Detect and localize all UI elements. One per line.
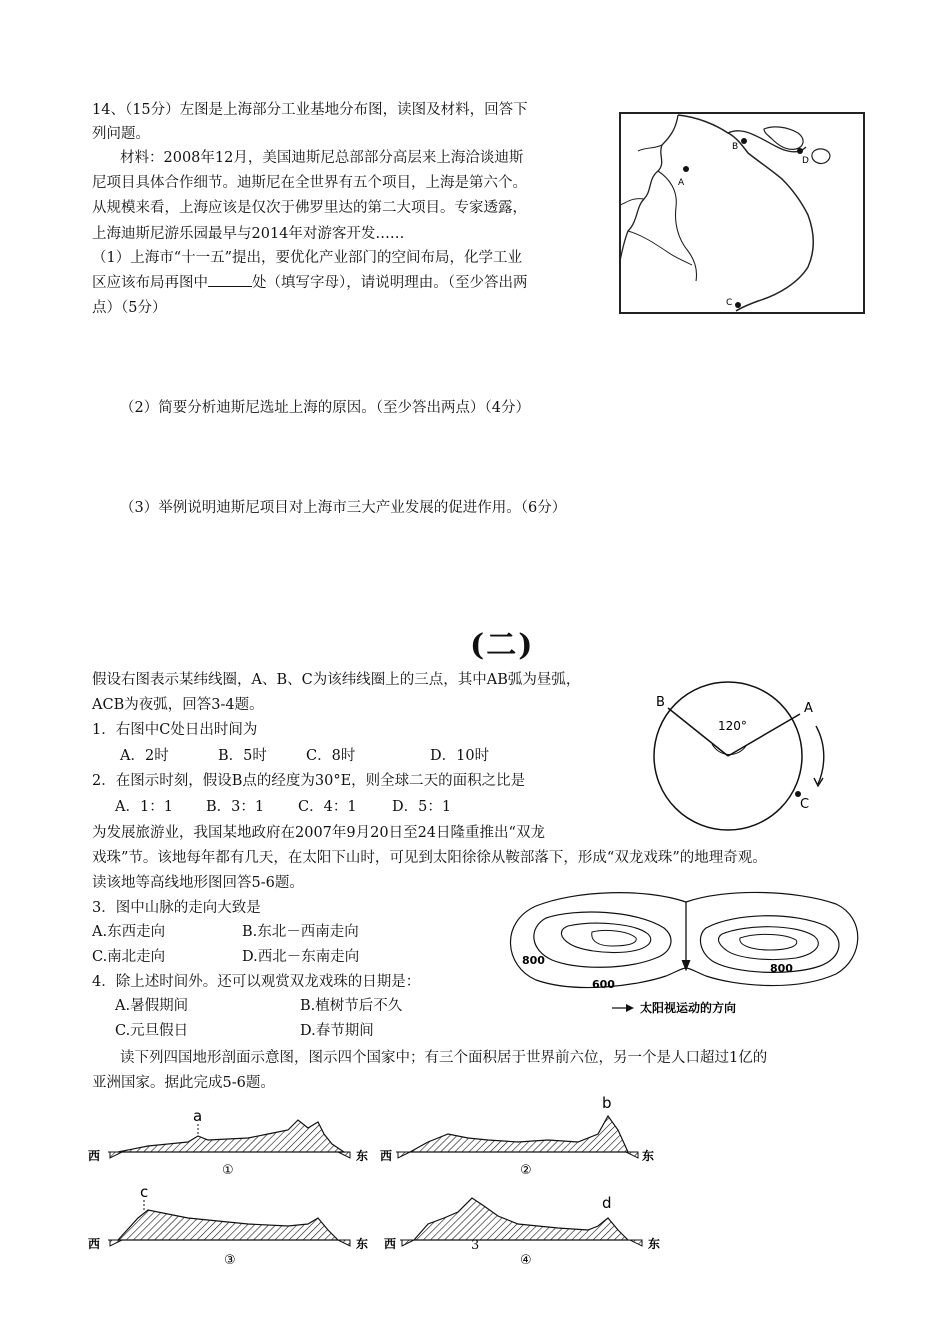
circle-label-b: B: [656, 695, 665, 710]
circle-label-a: A: [804, 701, 813, 716]
profile-3-label-c: c: [140, 1183, 149, 1201]
profile-1-west: 西: [88, 1149, 101, 1163]
page-number: 3: [471, 1238, 480, 1253]
map-label-d: D: [802, 156, 809, 166]
legend-arrow-head: [626, 1004, 634, 1012]
answer-blank[interactable]: [208, 272, 252, 287]
q3-option-b: B.东北－西南走向: [242, 924, 359, 940]
q14-line-6: 上海迪斯尼游乐园最早与2014年对游客开发……: [92, 226, 405, 242]
map-point-d: [797, 148, 803, 154]
profile-4-east: 东: [648, 1237, 661, 1251]
map-river-west: [620, 115, 678, 261]
q14-line-5: 从规模来看，上海应该是仅次于佛罗里达的第二大项目。专家透露，: [92, 200, 527, 216]
q2-option-c: C．4：1: [298, 799, 357, 815]
q14-part1-line-2: [92, 271, 528, 295]
q4-option-b: B.植树节后不久: [300, 998, 403, 1014]
q2-option-a: A．1：1: [115, 799, 173, 815]
contour-label-600: 600: [592, 978, 615, 991]
profile-4-shape: [414, 1198, 628, 1240]
angle-label: 120°: [718, 719, 747, 733]
q4-option-a: A.暑假期间: [115, 998, 189, 1014]
map-river-branch: [638, 145, 662, 151]
map-point-c: [735, 302, 741, 308]
q14-line-1: 14、（15分）左图是上海部分工业基地分布图，读图及材料，回答下: [92, 102, 528, 118]
latitude-circle-diagram: [650, 672, 830, 842]
intro-line-1: 假设右图表示某纬线圈，A、B、C为该纬线圈上的三点，其中AB弧为昼弧，: [92, 672, 581, 688]
profile-3-east: 东: [356, 1237, 369, 1251]
map-river-south: [628, 231, 692, 265]
shanghai-industry-map: [618, 111, 868, 321]
contour-inner-west-1: [561, 923, 650, 952]
map-label-b: B: [732, 142, 739, 152]
q14-part1-line-3: 点）（5分）: [92, 300, 167, 316]
legend-label: 太阳视运动的方向: [640, 1001, 737, 1015]
contour-label-800-east: 800: [770, 962, 793, 975]
q2-option-b: B．3：1: [206, 799, 265, 815]
q14-part3: （3）举例说明迪斯尼项目对上海市三大产业发展的促进作用。（6分）: [120, 500, 567, 516]
contour-label-800-west: 800: [522, 954, 545, 967]
q14-part1-post: 处（填写字母），请说明理由。（至少答出两: [252, 275, 528, 291]
q4-option-d: D.春节期间: [300, 1023, 374, 1039]
contour-inner-west-2: [592, 930, 636, 946]
profiles-intro-1: 读下列四国地形剖面示意图，图示四个国家中；有三个面积居于世界前六位，另一个是人口超过1亿的: [120, 1050, 768, 1066]
question-1: 1．右图中C处日出时间为: [92, 722, 258, 738]
q14-line-4: 尼项目具体合作细节。迪斯尼在全世界有五个项目，上海是第六个。: [92, 175, 527, 191]
profile-1-number: ①: [222, 1163, 234, 1178]
contour-inner-east-1: [719, 927, 819, 960]
profile-1: [88, 1107, 368, 1178]
profiles-intro-2: 亚洲国家。据此完成5-6题。: [92, 1075, 275, 1091]
q4-option-c: C.元旦假日: [115, 1023, 189, 1039]
terrain-profiles: [88, 1094, 668, 1274]
q14-part1-line-1: （1）上海市“十一五”提出，要优化产业部门的空间布局，化学工业: [92, 250, 523, 266]
rotation-arrow: [816, 726, 824, 784]
profile-2-shape: [410, 1116, 628, 1152]
tour-line-1: 为发展旅游业，我国某地政府在2007年9月20日至24日隆重推出“双龙: [92, 825, 545, 841]
profile-2: [380, 1094, 654, 1178]
profile-2-west: 西: [380, 1149, 393, 1163]
q2-option-d: D．5：1: [392, 799, 452, 815]
q14-part1-pre: 区应该布局再图中: [92, 275, 208, 291]
tour-line-3: 读该地等高线地形图回答5-6题。: [92, 875, 304, 891]
profile-4-number: ④: [520, 1253, 532, 1268]
profile-1-label-a: a: [193, 1107, 203, 1125]
contour-inner-east-2: [740, 934, 797, 950]
profile-3-shape: [118, 1210, 338, 1240]
map-island-large: [764, 127, 803, 149]
q14-line-3: 材料：2008年12月，美国迪斯尼总部部分高层来上海洽谈迪斯: [120, 150, 524, 166]
question-4: 4．除上述时间外。还可以观赏双龙戏珠的日期是：: [92, 974, 421, 990]
q1-option-d: D．10时: [430, 748, 490, 764]
tour-line-2: 戏珠”节。该地每年都有几天，在太阳下山时，可见到太阳徐徐从鞍部落下，形成“双龙戏珠”的地理奇观。: [92, 850, 767, 866]
q14-part2: （2）简要分析迪斯尼选址上海的原因。（至少答出两点）（4分）: [120, 400, 530, 416]
circle-label-c: C: [800, 797, 810, 812]
contour-600: [510, 892, 857, 987]
question-2: 2．在图示时刻，假设B点的经度为30°E，则全球二天的面积之比是: [92, 773, 526, 789]
profile-2-label-b: b: [602, 1094, 612, 1112]
profile-3-west: 西: [88, 1237, 101, 1251]
map-island-small: [812, 149, 830, 164]
q1-option-b: B．5时: [218, 748, 267, 764]
profile-2-east: 东: [642, 1149, 655, 1163]
map-point-b: [741, 138, 747, 144]
q1-option-c: C．8时: [306, 748, 356, 764]
map-point-a: [683, 166, 689, 172]
map-label-a: A: [678, 178, 685, 188]
q1-option-a: A．2时: [120, 748, 169, 764]
q3-option-c: C.南北走向: [92, 949, 166, 965]
q3-option-a: A.东西走向: [92, 924, 166, 940]
section-title: (二): [470, 628, 535, 663]
question-3: 3．图中山脉的走向大致是: [92, 900, 261, 916]
q3-option-d: D.西北－东南走向: [242, 949, 360, 965]
contour-map: [496, 888, 868, 1020]
profile-3-number: ③: [224, 1253, 236, 1268]
intro-line-2: ACB为夜弧，回答3-4题。: [92, 697, 264, 713]
profile-4-label-d: d: [602, 1194, 612, 1212]
profile-2-number: ②: [520, 1163, 532, 1178]
profile-3: [88, 1183, 368, 1268]
profile-1-east: 东: [356, 1149, 369, 1163]
q14-line-2: 列问题。: [92, 126, 150, 142]
profile-4: [384, 1194, 660, 1268]
profile-4-west: 西: [384, 1237, 397, 1251]
map-coastline: [678, 115, 813, 311]
map-label-c: C: [726, 298, 733, 308]
profile-1-shape: [118, 1120, 344, 1152]
